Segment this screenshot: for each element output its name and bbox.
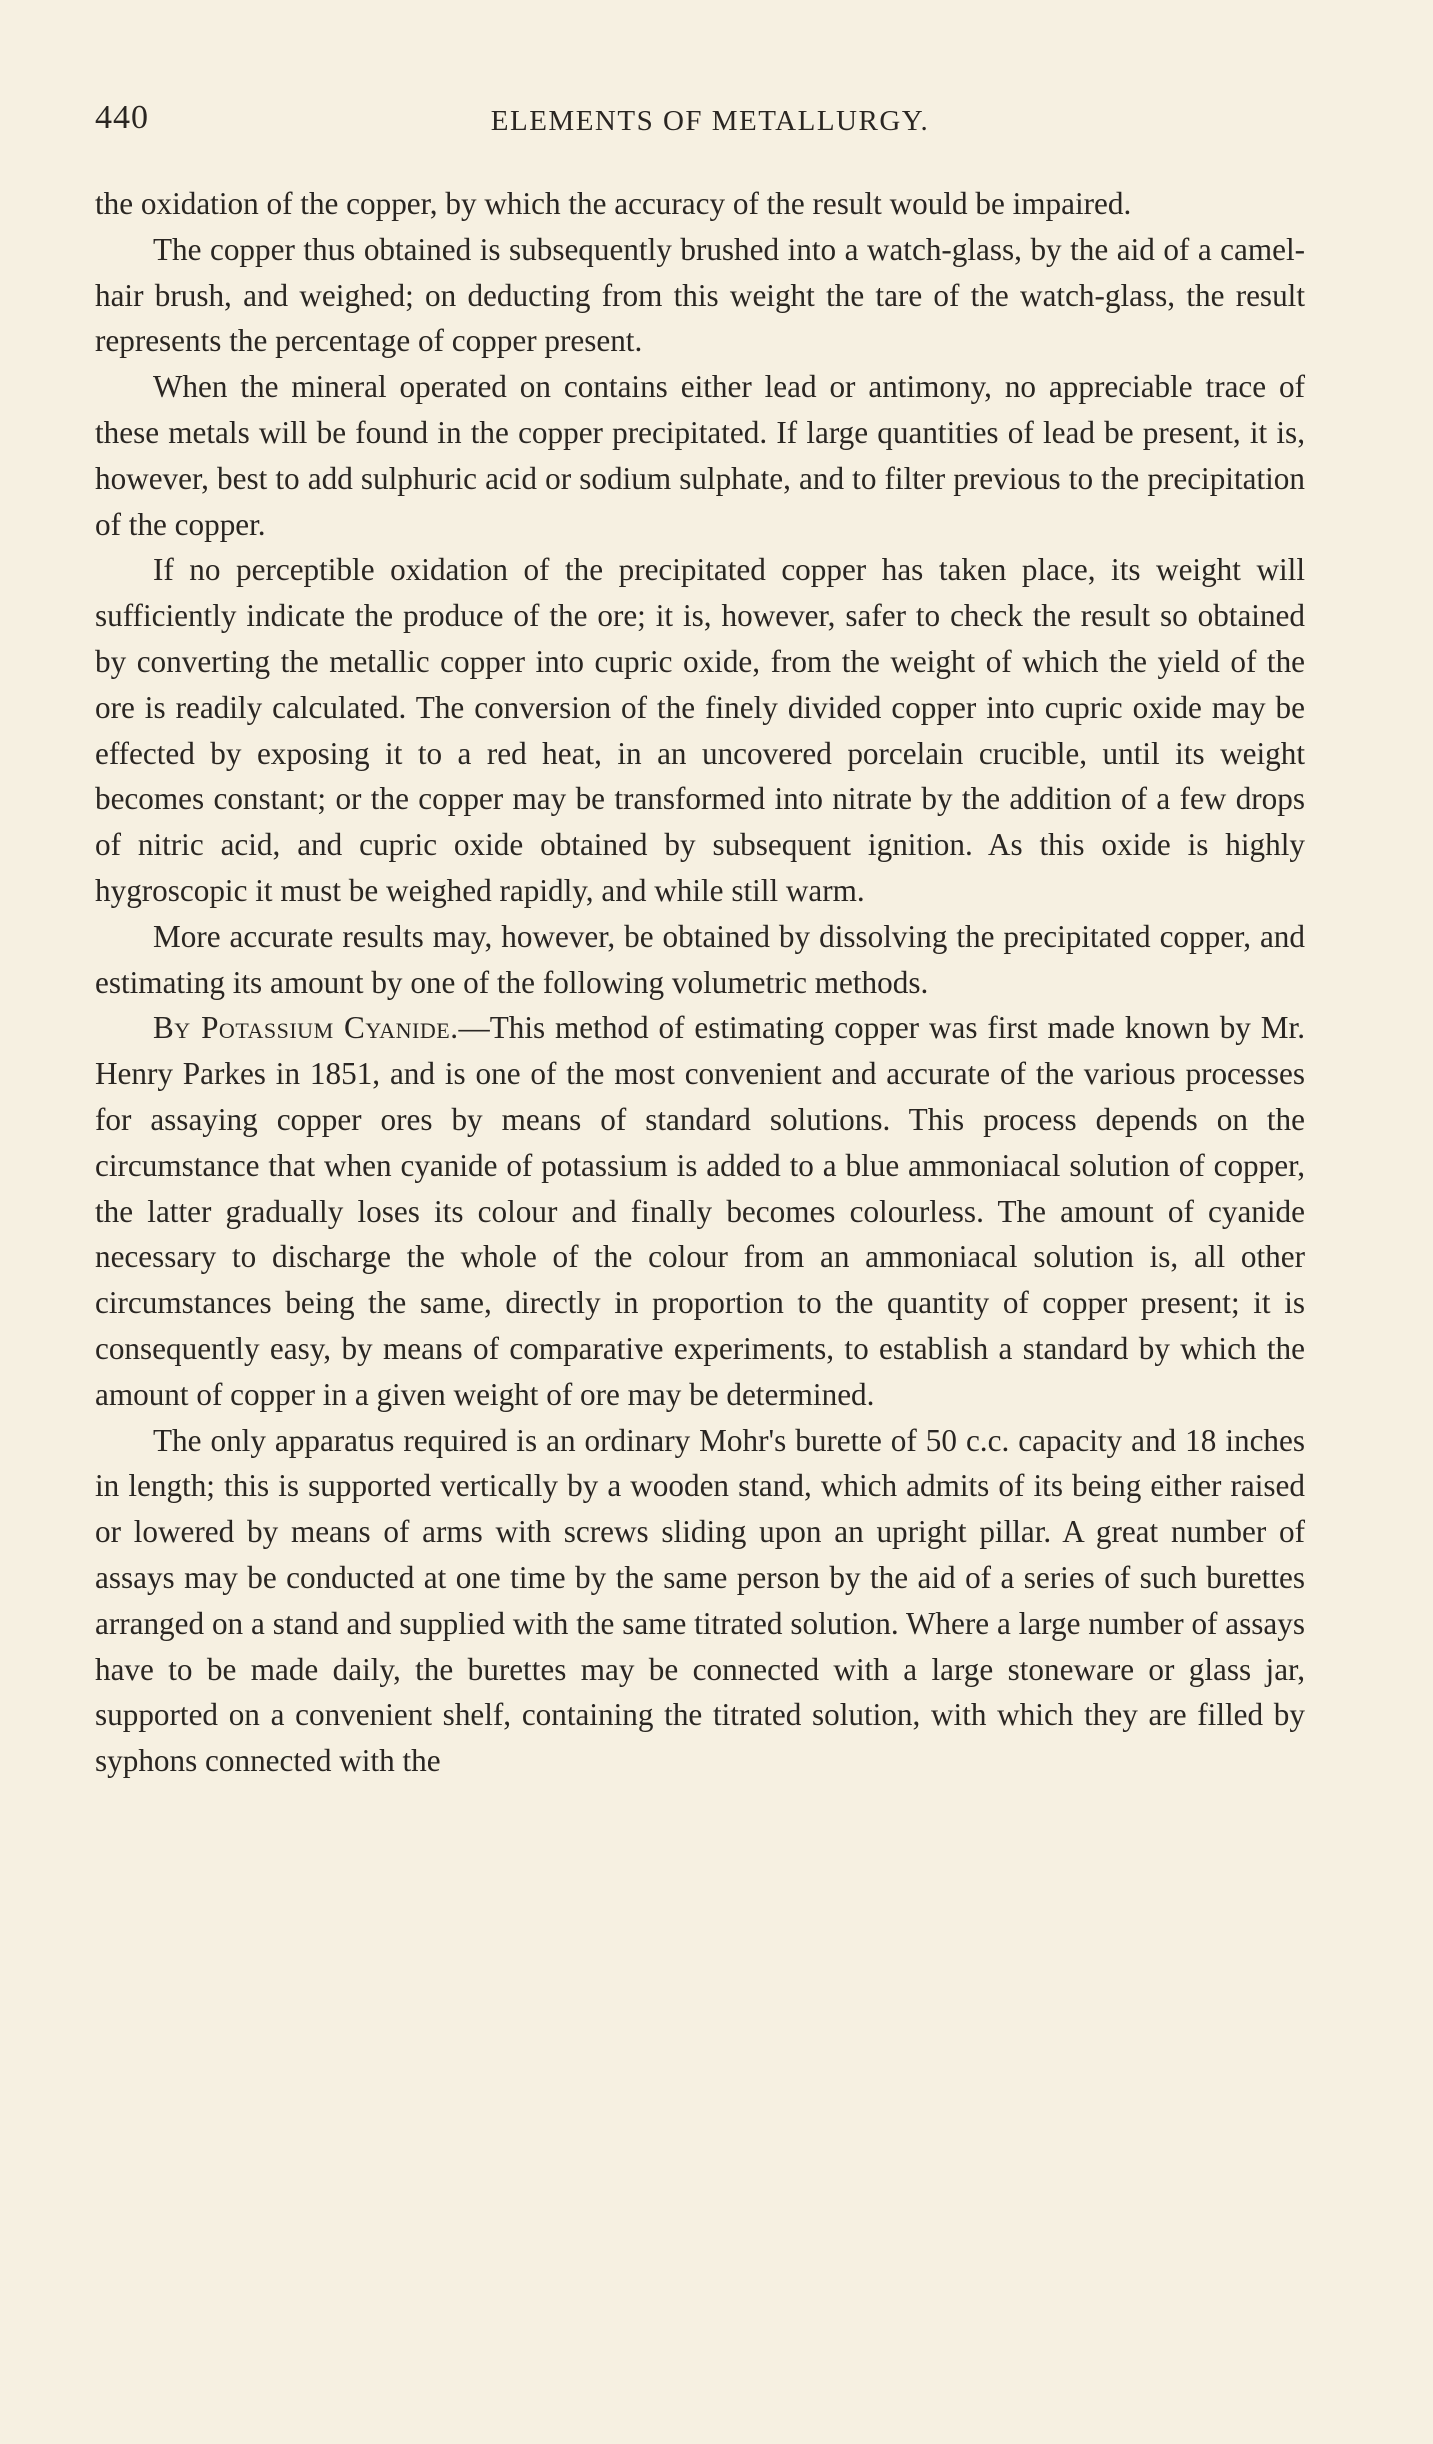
running-title: ELEMENTS OF METALLURGY.	[490, 105, 930, 137]
section-heading: By Potassium Cyanide.	[153, 1010, 459, 1046]
page-header	[95, 95, 1305, 155]
paragraph-apparatus: The only apparatus required is an ordinary Mohr's burette of 50 c.c. capacity and 18 inches in length; this is supported vertically by a wooden stand, which admits of its being either raised or lowered by means of arms with screws sliding upon an upright pillar. A great number of assays may be conducted at one time by the same person by the aid of a series of such burettes arranged on a stand and supplied with the same titrated solution. Where a large number of assays have to be made daily, the burettes may be connected with a large stoneware or glass jar, supported on a convenient shelf, containing the titrated solution, with which they are filled by syphons connected with the	[95, 1422, 1305, 1779]
page-number: 440	[95, 99, 149, 136]
paragraph-continuation: the oxidation of the copper, by which the accuracy of the result would be impaired.	[95, 186, 1132, 221]
paragraph-weighing: The copper thus obtained is subsequently brushed into a watch-glass, by the aid of a camel-hair brush, and weighed; on deducting from this weight the tare of the watch-glass, the result represents the percentage of copper present.	[95, 231, 1305, 359]
section-text: —This method of estimating copper was first made known by Mr. Henry Parkes in 1851, and is one of the most convenient and accurate of the various processes for assaying copper ores by means of standard solutions. This process depends on the circumstance that when cyanide of potassium is added to a blue ammoniacal solution of copper, the latter gradually loses its colour and finally becomes colourless. The amount of cyanide necessary to discharge the whole of the colour from an ammoniacal solution is, all other circumstances being the same, directly in proportion to the quantity of copper present; it is consequently easy, by means of comparative experiments, to establish a standard by which the amount of copper in a given weight of ore may be determined.	[95, 1010, 1305, 1412]
paragraph-cupric-oxide: If no perceptible oxidation of the precipitated copper has taken place, its weight will sufficiently indicate the produce of the ore; it is, however, safer to check the result so obtained by converting the metallic copper into cupric oxide, from the weight of which the yield of the ore is readily calculated. The conversion of the finely divided copper into cupric oxide may be effected by exposing it to a red heat, in an uncovered porcelain crucible, until its weight becomes constant; or the copper may be transformed into nitrate by the addition of a few drops of nitric acid, and cupric oxide obtained by subsequent ignition. As this oxide is highly hygroscopic it must be weighed rapidly, and while still warm.	[95, 552, 1305, 908]
paragraph-lead-antimony: When the mineral operated on contains either lead or antimony, no appreciable trace of these metals will be found in the copper precipitated. If large quantities of lead be present, it is, however, best to add sulphuric acid or sodium sulphate, and to filter previous to the precipitation of the copper.	[95, 369, 1305, 542]
book-page	[95, 95, 1305, 1784]
paragraph-potassium-cyanide	[95, 1005, 1305, 1417]
paragraph-volumetric: More accurate results may, however, be obtained by dissolving the precipitated copper, and estimating its amount by one of the following volumetric methods.	[95, 918, 1305, 1000]
